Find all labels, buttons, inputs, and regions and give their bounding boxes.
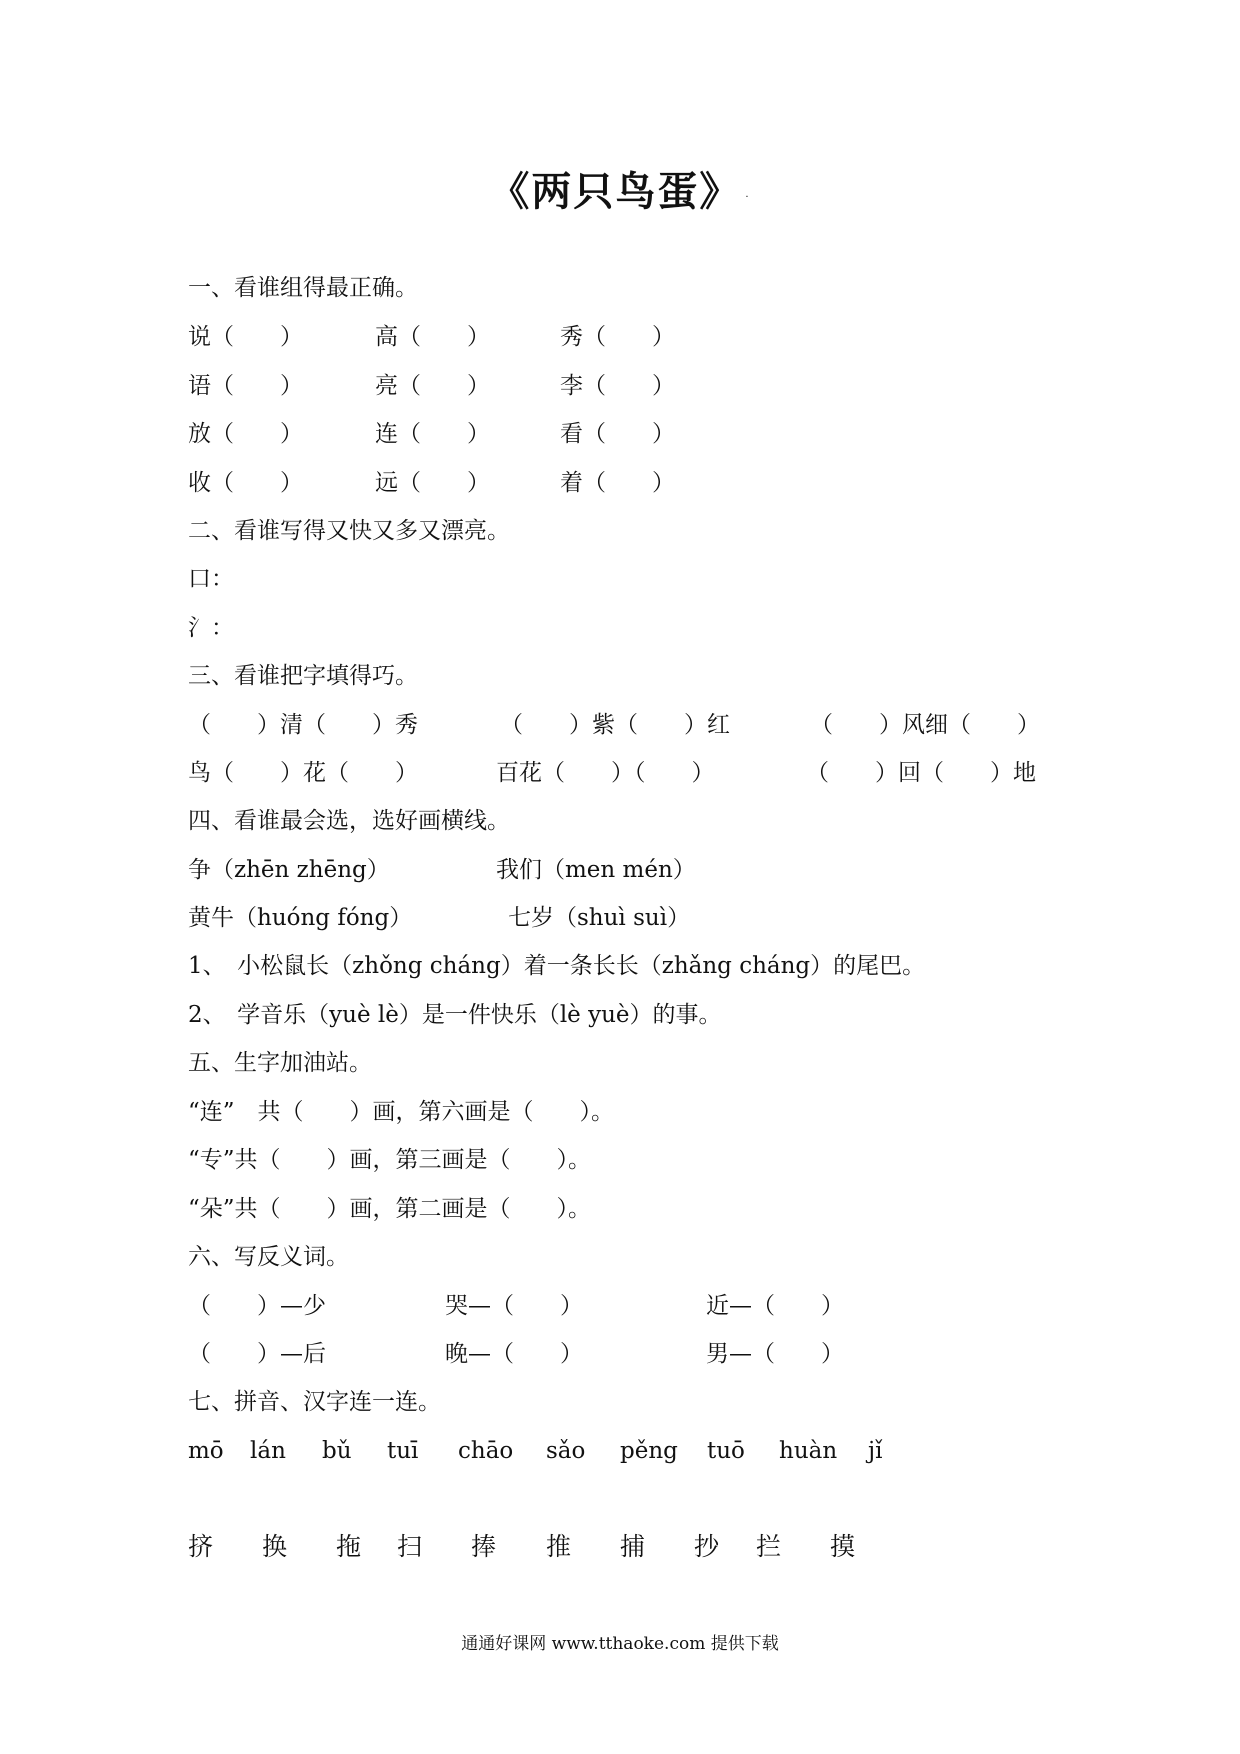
s4-pair: 七岁（shuì suì） [508,905,691,931]
char-item: 抄 [694,1532,721,1561]
pinyin-item: sǎo [546,1438,586,1464]
s6-cell: 晚—（ ） [445,1341,583,1367]
s1-cell: 语（ ） [188,373,303,399]
pinyin-item: huàn [779,1438,838,1464]
pinyin-item: tuō [707,1438,745,1464]
s4-pair: 我们（men mén） [496,857,696,883]
s6-cell: （ ）—后 [188,1341,326,1367]
section-5-heading: 五、生字加油站。 [188,1050,372,1076]
s1-cell: 李（ ） [560,373,675,399]
section-7-heading: 七、拼音、汉字连一连。 [188,1389,441,1415]
char-item: 拖 [336,1532,363,1561]
s4-sentence: 1、 小松鼠长（zhǒng cháng）着一条长长（zhǎng cháng）的尾巴。 [188,953,926,979]
char-item: 挤 [188,1532,215,1561]
s5-item: “连” 共（ ）画，第六画是（ ）。 [188,1099,615,1125]
s3-cell: 鸟（ ）花（ ） [188,760,418,786]
pinyin-item: chāo [458,1438,514,1464]
s4-sentence: 2、 学音乐（yuè lè）是一件快乐（lè yuè）的事。 [188,1002,722,1028]
s1-cell: 连（ ） [375,421,490,447]
pinyin-item: jǐ [868,1438,883,1464]
s5-item: “朵”共（ ）画，第二画是（ ）。 [188,1196,592,1222]
s2-item: 口： [188,566,234,592]
section-6-heading: 六、写反义词。 [188,1244,349,1270]
s3-cell: （ ）紫（ ）红 [500,712,730,738]
section-4-heading: 四、看谁最会选，选好画横线。 [188,808,510,834]
s4-pair: 黄牛（huóng fóng） [188,905,413,931]
pinyin-item: pěng [620,1438,678,1464]
s1-cell: 收（ ） [188,470,303,496]
pinyin-item: tuī [387,1438,419,1464]
s6-cell: 哭—（ ） [445,1293,583,1319]
s4-pair: 争（zhēn zhēng） [188,857,390,883]
pinyin-item: lán [250,1438,286,1464]
s1-cell: 看（ ） [560,421,675,447]
s6-cell: （ ）—少 [188,1293,326,1319]
page-title: 《两只鸟蛋》 . [489,169,751,215]
s3-cell: （ ）回（ ）地 [806,760,1036,786]
section-2-heading: 二、看谁写得又快又多又漂亮。 [188,518,510,544]
s1-cell: 高（ ） [375,324,490,350]
section-1-heading: 一、看谁组得最正确。 [188,275,418,301]
s1-cell: 远（ ） [375,470,490,496]
s1-cell: 秀（ ） [560,324,675,350]
char-item: 捕 [620,1532,647,1561]
char-item: 扫 [397,1532,424,1561]
s1-cell: 亮（ ） [375,373,490,399]
s1-cell: 说（ ） [188,324,303,350]
s2-item: 氵： [188,615,234,641]
s1-cell: 放（ ） [188,421,303,447]
s3-cell: （ ）清（ ）秀 [188,712,418,738]
char-item: 摸 [830,1532,857,1561]
char-item: 推 [546,1532,573,1561]
pinyin-item: bǔ [322,1438,352,1464]
s3-cell: 百花（ ）（ ） [496,760,715,786]
char-item: 换 [262,1532,289,1561]
pinyin-item: mō [188,1438,224,1464]
s6-cell: 近—（ ） [706,1293,844,1319]
footer-credit: 通通好课网 www.tthaoke.com 提供下载 [461,1634,779,1654]
s5-item: “专”共（ ）画，第三画是（ ）。 [188,1147,592,1173]
s1-cell: 着（ ） [560,470,675,496]
s3-cell: （ ）风细（ ） [810,712,1040,738]
char-item: 捧 [471,1532,498,1561]
section-3-heading: 三、看谁把字填得巧。 [188,663,418,689]
s6-cell: 男—（ ） [706,1341,844,1367]
char-item: 拦 [756,1532,783,1561]
